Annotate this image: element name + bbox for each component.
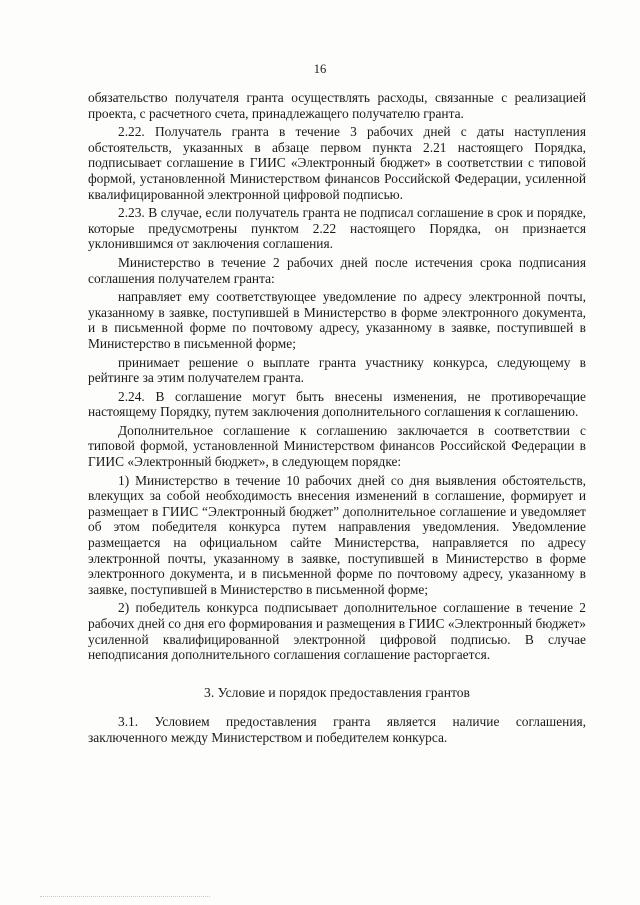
section-title: 3. Условие и порядок предоставления грантов xyxy=(204,684,470,700)
paragraph-2-24: 2.24. В соглашение могут быть внесены изменения, не противоречащие настоящему Порядку, путем заключения дополнительного соглашения к соглашению. xyxy=(88,388,586,420)
paragraph-2-23: 2.23. В случае, если получатель гранта не подписал соглашение в срок и порядке, которые предусмотрены пунктом 2.22 настоящего Порядка, он признается уклонившимся от заключения соглашения. xyxy=(88,205,586,252)
document-body xyxy=(88,90,586,749)
page-number: 16 xyxy=(313,62,327,76)
paragraph-ministry-actions: Министерство в течение 2 рабочих дней после истечения срока подписания соглашения получателем гранта: xyxy=(88,254,586,286)
paragraph-supplementary-agreement: Дополнительное соглашение к соглашению заключается в соответствии с типовой формой, установленной Министерством финансов Российской Федерации в ГИИС «Электронный бюджет», в следующем порядке: xyxy=(88,422,586,470)
paragraph-payment-decision: принимает решение о выплате гранта участнику конкурса, следующему в рейтинге за этим получателем гранта. xyxy=(88,354,586,386)
paragraph-send-notice: направляет ему соответствующее уведомление по адресу электронной почты, указанному в заявке, поступившей в Министерство в форме электронного документа, и в письменной форме по почтовому адресу, указанному в заявке, поступившей в Министерство в письменной форме; xyxy=(88,289,586,351)
paragraph-continuation: обязательство получателя гранта осуществлять расходы, связанные с реализацией проекта, с расчетного счета, принадлежащего получателю гранта. xyxy=(88,90,586,121)
list-item-1: 1) Министерство в течение 10 рабочих дней со дня выявления обстоятельств, влекущих за собой необходимость внесения изменений в соглашение, формирует и размещает в ГИИС “Электронный бюджет” дополнительное соглашение и уведомляет об этом победителя конкурса путем направления уведомления. Уведомление размещается на официальном сайте Министерства, направляется по адресу электронной почты, указанному в заявке, поступившей в Министерство в форме электронного документа, и в письменной форме по почтовому адресу, указанному в заявке, поступившей в Министерство в письменной форме; xyxy=(88,472,586,597)
paragraph-2-22: 2.22. Получатель гранта в течение 3 рабочих дней с даты наступления обстоятельств, указанных в абзаце первом пункта 2.21 настоящего Порядка, подписывает соглашение в ГИИС «Электронный бюджет» в соответствии с типовой формой, установленной Министерством финансов Российской Федерации, усиленной квалифицированной электронной цифровой подписью. xyxy=(88,124,586,202)
scan-artifact xyxy=(40,896,210,897)
paragraph-3-1: 3.1. Условием предоставления гранта является наличие соглашения, заключенного между Министерством и победителем конкурса. xyxy=(88,714,586,745)
list-item-2: 2) победитель конкурса подписывает дополнительное соглашение в течение 2 рабочих дней со дня его формирования и размещения в ГИИС «Электронный бюджет» усиленной квалифицированной электронной цифровой подписью. В случае неподписания дополнительного соглашения соглашение расторгается. xyxy=(88,600,586,663)
